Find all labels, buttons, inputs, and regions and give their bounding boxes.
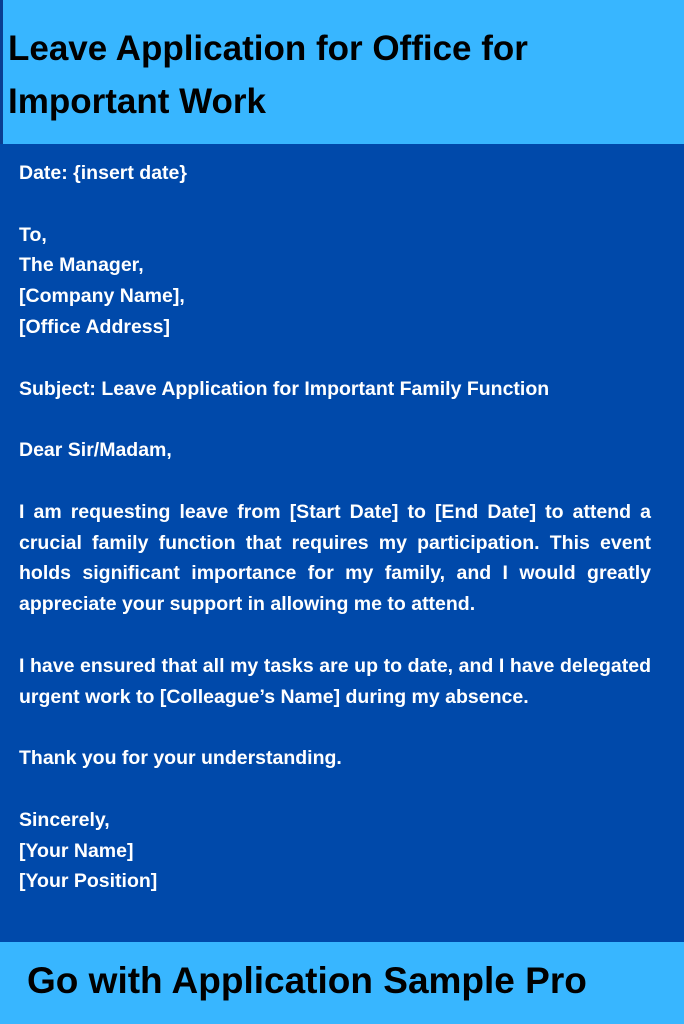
letter-thanks: Thank you for your understanding.: [19, 747, 342, 770]
letter-subject: Subject: Leave Application for Important Family Function: [19, 377, 550, 400]
footer-banner: [0, 942, 684, 1024]
letter-salutation: Dear Sir/Madam,: [19, 439, 172, 462]
page-title-line-1: Leave Application for Office for: [8, 29, 528, 68]
letter-paragraph-handover: I have ensured that all my tasks are up to date, and I have delegated urgent work to [Colleague’s Name] during my absence.: [19, 654, 651, 708]
signoff-name: [Your Name]: [19, 839, 134, 862]
address-office: [Office Address]: [19, 315, 170, 338]
footer-brand-text: Go with Application Sample Pro: [27, 960, 587, 1001]
letter-paragraph-request: I am requesting leave from [Start Date] to [End Date] to attend a crucial family function that requires my participation. This event holds significant importance for my family, and I would greatly appreciate your support in allowing me to attend.: [19, 500, 651, 616]
signoff-block: [19, 805, 651, 897]
page-title-line-2: Important Work: [8, 82, 266, 121]
address-recipient: The Manager,: [19, 254, 144, 277]
address-company: [Company Name],: [19, 285, 185, 308]
recipient-address-block: [19, 220, 651, 343]
address-to: To,: [19, 223, 47, 246]
title-banner: [0, 0, 684, 144]
page-title: [8, 22, 668, 128]
signoff-closing: Sincerely,: [19, 808, 110, 831]
signoff-position: [Your Position]: [19, 870, 158, 893]
letter-date: Date: {insert date}: [19, 162, 187, 184]
letter-body: [19, 158, 651, 897]
